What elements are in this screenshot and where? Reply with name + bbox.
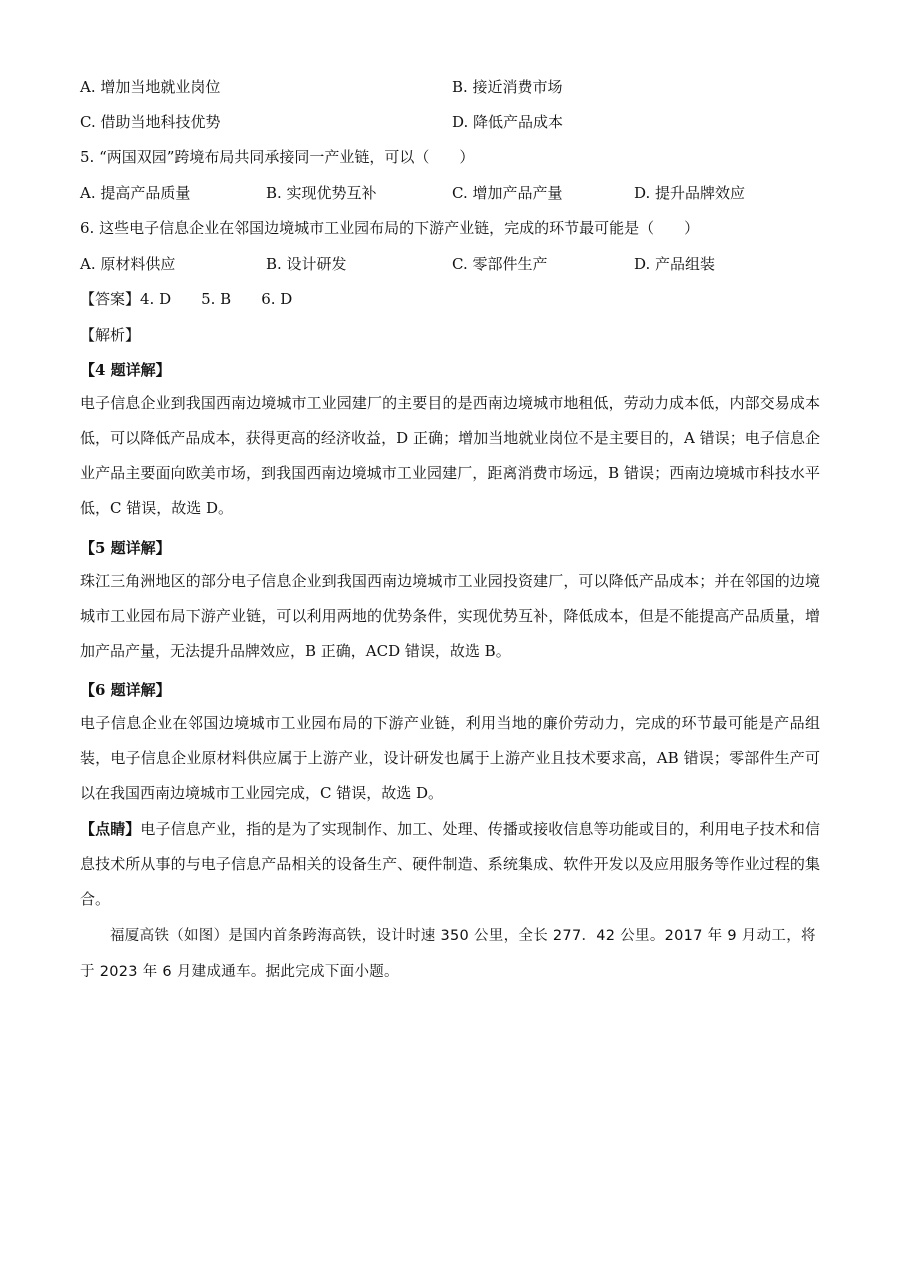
detail4-text: 电子信息企业到我国西南边境城市工业园建厂的主要目的是西南边境城市地租低，劳动力成本低，内部交易成本低，可以降低产品成本，获得更高的经济收益，D 正确；增加当地就业岗位不是主要目的，A 错误；电子信息企业产品主要面向欧美市场，到我国西南边境城市工业园建厂，距离消费市场远，B 错误；西南边境城市科技水平低，C 错误，故选 D。 [80,394,820,517]
pointer-text: 电子信息产业，指的是为了实现制作、加工、处理、传播或接收信息等功能或目的，利用电子技术和信息技术所从事的与电子信息产品相关的设备生产、硬件制造、系统集成、软件开发以及应用服务等作业过程的集合。 [80,820,820,908]
q5-option-c: C. 增加产品产量 [452,184,563,202]
q4-option-c: C. 借助当地科技优势 [80,113,221,131]
q6-option-a: A. 原材料供应 [80,255,176,273]
q5-option-a: A. 提高产品质量 [80,184,191,202]
q6-option-c: C. 零部件生产 [452,255,548,273]
detail6-title: 【6 题详解】 [80,681,171,699]
q6-stem: 6. 这些电子信息企业在邻国边境城市工业园布局的下游产业链，完成的环节最可能是（ ） [80,219,700,237]
answer-line: 【答案】4. D 5. B 6. D [80,290,293,308]
q6-option-d: D. 产品组装 [634,255,716,273]
q5-stem: 5. “两国双园”跨境布局共同承接同一产业链，可以（ ） [80,148,475,166]
detail5-text: 珠江三角洲地区的部分电子信息企业到我国西南边境城市工业园投资建厂，可以降低产品成本；并在邻国的边境城市工业园布局下游产业链，可以利用两地的优势条件，实现优势互补，降低成本，但是不能提高产品质量，增加产品产量，无法提升品牌效应，B 正确，ACD 错误，故选 B。 [80,572,820,660]
q5-option-b: B. 实现优势互补 [266,184,377,202]
q5-option-d: D. 提升品牌效应 [634,184,746,202]
detail4-title: 【4 题详解】 [80,361,171,379]
analysis-label: 【解析】 [80,326,141,344]
q6-option-b: B. 设计研发 [266,255,347,273]
next-questions-intro: 福厦高铁（如图）是国内首条跨海高铁，设计时速 350 公里，全长 277．42 公里。2017 年 9 月动工，将于 2023 年 6 月建成通车。据此完成下面小题。 [80,928,816,980]
detail6-text: 电子信息企业在邻国边境城市工业园布局的下游产业链，利用当地的廉价劳动力，完成的环节最可能是产品组装，电子信息企业原材料供应属于上游产业，设计研发也属于上游产业且技术要求高，AB 错误；零部件生产可以在我国西南边境城市工业园完成，C 错误，故选 D。 [80,714,820,802]
detail5-title: 【5 题详解】 [80,539,171,557]
q4-option-b: B. 接近消费市场 [452,78,563,96]
q4-option-d: D. 降低产品成本 [452,113,564,131]
pointer-label: 【点睛】 [80,820,141,838]
q4-option-a: A. 增加当地就业岗位 [80,78,221,96]
pointer-note [80,812,820,917]
